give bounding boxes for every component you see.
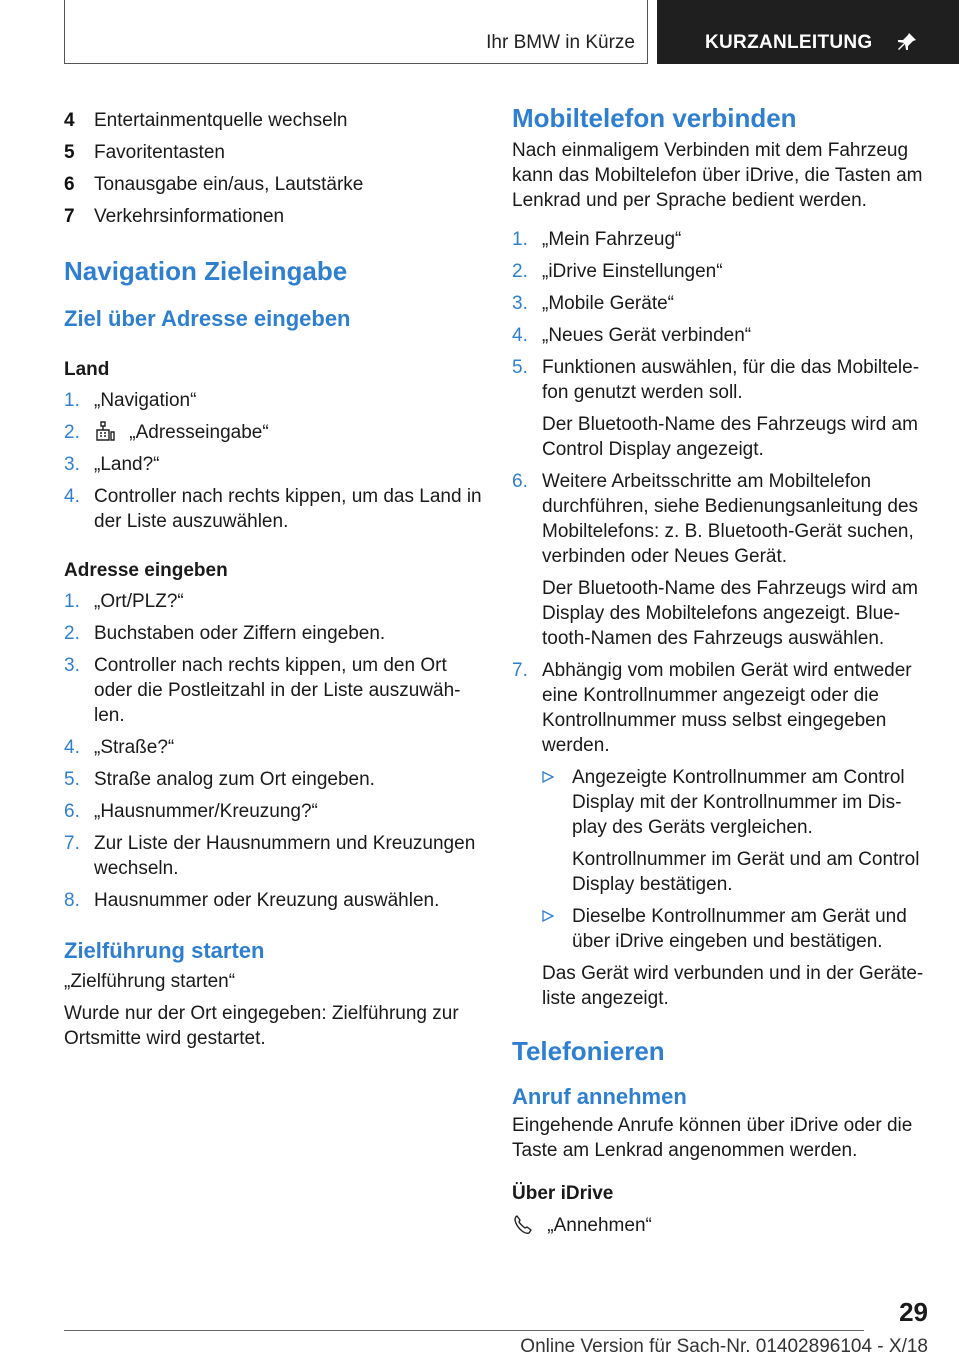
step-number: 3. bbox=[64, 454, 80, 475]
step-number: 1. bbox=[64, 390, 80, 411]
list-item bbox=[512, 259, 932, 284]
right-column bbox=[512, 103, 932, 1238]
list-item bbox=[64, 621, 484, 646]
step-text: „iDrive Einstellungen“ bbox=[542, 261, 723, 282]
item-number: 6 bbox=[64, 174, 75, 195]
step-text: „Mein Fahrzeug“ bbox=[542, 229, 682, 250]
top-list bbox=[64, 108, 484, 229]
item-number: 4 bbox=[64, 110, 75, 131]
address-heading: Ziel über Adresse eingeben bbox=[64, 306, 351, 331]
step-number: 2. bbox=[64, 623, 80, 644]
list-item bbox=[64, 767, 484, 792]
list-item bbox=[64, 888, 484, 913]
step-number: 1. bbox=[64, 591, 80, 612]
step-number: 8. bbox=[64, 890, 80, 911]
list-item bbox=[512, 658, 932, 1011]
list-item bbox=[64, 204, 484, 229]
list-item bbox=[64, 589, 484, 614]
list-item bbox=[64, 172, 484, 197]
triangle-bullet-icon bbox=[542, 771, 554, 783]
step-subtext: Der Bluetooth-Name des Fahrzeugs wird am Display des Mobiltelefons angezeigt. Blue‐tooth-Namen des Fahrzeugs auswählen. bbox=[542, 578, 918, 649]
phone-icon bbox=[512, 1213, 534, 1235]
step-text: Hausnummer oder Kreuzung auswählen. bbox=[94, 890, 440, 911]
address-label: Adresse eingeben bbox=[64, 560, 228, 581]
step-text: Straße analog zum Ort eingeben. bbox=[94, 769, 375, 790]
list-item bbox=[512, 323, 932, 348]
step-text: Zur Liste der Hausnummern und Kreuzungen wechseln. bbox=[94, 833, 476, 879]
land-label: Land bbox=[64, 359, 110, 380]
step-number: 6. bbox=[512, 471, 528, 492]
left-column bbox=[64, 108, 484, 1051]
header-chapter-box bbox=[657, 0, 959, 64]
step-subtext: Der Bluetooth-Name des Fahrzeugs wird am Control Display angezeigt. bbox=[542, 414, 918, 460]
address-entry-icon bbox=[94, 420, 116, 442]
item-number: 7 bbox=[64, 206, 75, 227]
list-item bbox=[64, 735, 484, 760]
answer-intro: Eingehende Anrufe können über iDrive oder die Taste am Lenkrad angenommen werden. bbox=[512, 1115, 913, 1161]
item-text: Tonausgabe ein/aus, Lautstärke bbox=[94, 174, 364, 195]
bullet-subtext: Kontrollnummer im Gerät und am Control Display bestätigen. bbox=[572, 849, 920, 895]
answer-line bbox=[512, 1213, 932, 1238]
list-item bbox=[64, 420, 484, 445]
phone-heading: Mobiltelefon verbinden bbox=[512, 103, 797, 133]
idrive-label: Über iDrive bbox=[512, 1183, 614, 1204]
phone-steps bbox=[512, 227, 932, 1011]
step-number: 3. bbox=[64, 655, 80, 676]
step-text: „Straße?“ bbox=[94, 737, 175, 758]
footer-divider bbox=[64, 1330, 864, 1331]
step-text: „Adresseingabe“ bbox=[129, 422, 269, 443]
step-number: 4. bbox=[64, 486, 80, 507]
step-text: „Neues Gerät verbinden“ bbox=[542, 325, 752, 346]
step-number: 4. bbox=[512, 325, 528, 346]
step-text: „Navigation“ bbox=[94, 390, 197, 411]
step-text: Buchstaben oder Ziffern eingeben. bbox=[94, 623, 386, 644]
step-number: 2. bbox=[512, 261, 528, 282]
bullet-text: Dieselbe Kontrollnummer am Gerät und über iDrive eingeben und bestätigen. bbox=[572, 906, 907, 952]
header-section-title: Ihr BMW in Kürze bbox=[486, 32, 635, 53]
item-text: Verkehrsinformationen bbox=[94, 206, 285, 227]
step-number: 6. bbox=[64, 801, 80, 822]
bullet-item bbox=[542, 904, 932, 954]
item-text: Entertainmentquelle wechseln bbox=[94, 110, 348, 131]
land-steps bbox=[64, 388, 484, 534]
list-item bbox=[64, 799, 484, 824]
step-number: 1. bbox=[512, 229, 528, 250]
step-number: 5. bbox=[64, 769, 80, 790]
step-text: Weitere Arbeitsschritte am Mobiltelefon durchführen, siehe Bedienungsanleitung des Mobiltelefons: z. B. Bluetooth-Gerät suchen, verbinden oder Neues Gerät. bbox=[542, 471, 919, 567]
step-text: Controller nach rechts kippen, um den Ort oder die Postleitzahl in der Liste auszuwäh‐len. bbox=[94, 655, 461, 726]
step-after-text: Das Gerät wird verbunden und in der Geräte‐liste angezeigt. bbox=[542, 963, 924, 1009]
step-text: Controller nach rechts kippen, um das Land in der Liste auszuwählen. bbox=[94, 486, 482, 532]
list-item bbox=[64, 388, 484, 413]
header-chapter-title: KURZANLEITUNG bbox=[705, 32, 873, 53]
list-item bbox=[512, 469, 932, 651]
step-number: 7. bbox=[512, 660, 528, 681]
item-text: Favoritentasten bbox=[94, 142, 225, 163]
address-steps bbox=[64, 589, 484, 913]
list-item bbox=[512, 227, 932, 252]
answer-heading: Anruf annehmen bbox=[512, 1084, 687, 1109]
online-version-text: Online Version für Sach-Nr. 01402896104 - X/18 bbox=[520, 1336, 928, 1357]
step-number: 4. bbox=[64, 737, 80, 758]
bullet-text: Angezeigte Kontrollnummer am Control Display mit der Kontrollnummer im Dis‐play des Geräts vergleichen. bbox=[572, 767, 905, 838]
step-text: „Mobile Geräte“ bbox=[542, 293, 674, 314]
item-number: 5 bbox=[64, 142, 75, 163]
pin-icon bbox=[895, 30, 919, 54]
phone-intro: Nach einmaligem Verbinden mit dem Fahrzeug kann das Mobiltelefon über iDrive, die Tasten am Lenkrad und per Sprache bedient werden. bbox=[512, 140, 923, 211]
step-number: 7. bbox=[64, 833, 80, 854]
bullet-item bbox=[542, 765, 932, 897]
guidance-quote: „Zielführung starten“ bbox=[64, 971, 236, 992]
list-item bbox=[64, 653, 484, 728]
list-item bbox=[64, 108, 484, 133]
guidance-note: Wurde nur der Ort eingegeben: Zielführung zur Ortsmitte wird gestartet. bbox=[64, 1003, 459, 1049]
list-item bbox=[512, 291, 932, 316]
step-number: 5. bbox=[512, 357, 528, 378]
guidance-heading: Zielführung starten bbox=[64, 938, 265, 963]
header-section-box bbox=[64, 0, 648, 64]
page-number: 29 bbox=[899, 1297, 928, 1327]
list-item bbox=[64, 140, 484, 165]
step-text: „Land?“ bbox=[94, 454, 160, 475]
nav-heading: Navigation Zieleingabe bbox=[64, 256, 348, 286]
step-text: „Ort/PLZ?“ bbox=[94, 591, 184, 612]
list-item bbox=[512, 355, 932, 462]
step-text: Funktionen auswählen, für die das Mobiltele‐fon genutzt werden soll. bbox=[542, 357, 920, 403]
step-text: Abhängig vom mobilen Gerät wird entweder eine Kontrollnummer angezeigt oder die Kontrollnummer muss selbst eingegeben werden. bbox=[542, 660, 912, 756]
call-heading: Telefonieren bbox=[512, 1036, 665, 1066]
step-text: „Hausnummer/Kreuzung?“ bbox=[94, 801, 318, 822]
answer-quote: „Annehmen“ bbox=[547, 1215, 652, 1236]
list-item bbox=[64, 831, 484, 881]
list-item bbox=[64, 484, 484, 534]
step-number: 3. bbox=[512, 293, 528, 314]
list-item bbox=[64, 452, 484, 477]
triangle-bullet-icon bbox=[542, 910, 554, 922]
step-number: 2. bbox=[64, 422, 80, 443]
